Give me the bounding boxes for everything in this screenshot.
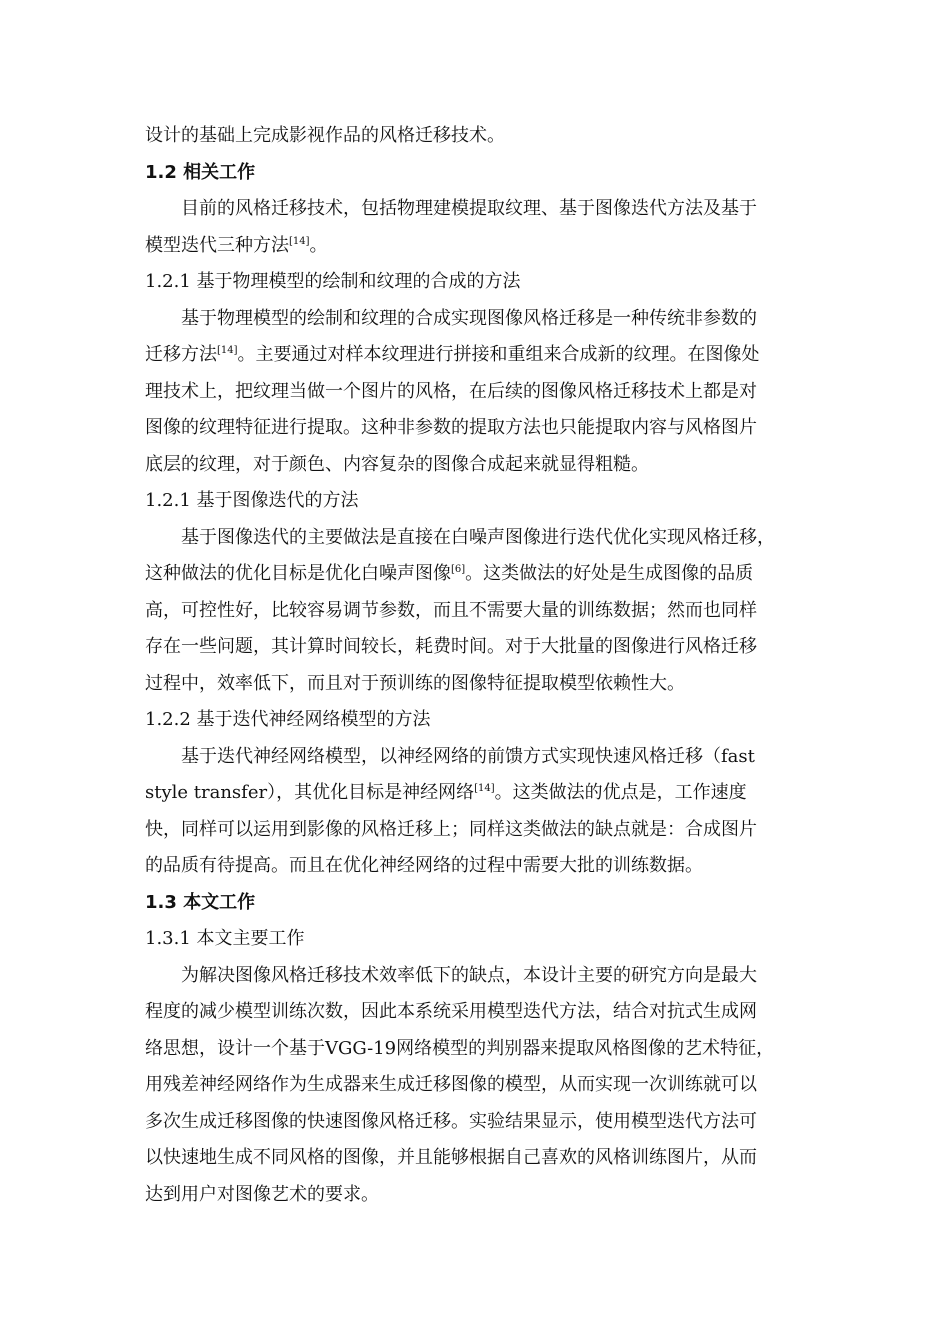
- paragraph-line: 设计的基础上完成影视作品的风格迁移技术。: [145, 125, 505, 146]
- paragraph-line: 图像的纹理特征进行提取。这种非参数的提取方法也只能提取内容与风格图片: [145, 417, 757, 438]
- paragraph-line: 基于物理模型的绘制和纹理的合成实现图像风格迁移是一种传统非参数的: [181, 307, 757, 329]
- text-span: 迁移方法: [145, 344, 217, 365]
- subsection-heading-1-2-1-image-iteration: 1.2.1 基于图像迭代的方法: [145, 490, 359, 511]
- paragraph-line: 高，可控性好，比较容易调节参数，而且不需要大量的训练数据；然而也同样: [145, 599, 757, 621]
- paragraph-line: 基于迭代神经网络模型，以神经网络的前馈方式实现快速风格迁移（fast: [181, 745, 755, 767]
- text-span: 。: [309, 234, 328, 256]
- citation-ref: [14]: [474, 783, 495, 794]
- paragraph-line: 存在一些问题，其计算时间较长，耗费时间。对于大批量的图像进行风格迁移: [145, 636, 757, 657]
- paragraph-line: 多次生成迁移图像的快速图像风格迁移。实验结果显示，使用模型迭代方法可: [145, 1110, 757, 1132]
- paragraph-line: [145, 228, 805, 265]
- paragraph-main-work: [145, 958, 805, 1214]
- text-span: 。主要通过对样本纹理进行拼接和重组来合成新的纹理。在图像处: [237, 344, 760, 365]
- citation-ref: [14]: [217, 345, 238, 356]
- paragraph-line: 用残差神经网络作为生成器来生成迁移图像的模型，从而实现一次训练就可以: [145, 1074, 757, 1095]
- paragraph-line: 为解决图像风格迁移技术效率低下的缺点，本设计主要的研究方向是最大: [181, 964, 757, 986]
- paragraph-line: 过程中，效率低下，而且对于预训练的图像特征提取模型依赖性大。: [145, 672, 685, 694]
- paragraph-line: 基于图像迭代的主要做法是直接在白噪声图像进行迭代优化实现风格迁移，: [181, 526, 775, 548]
- citation-ref: [6]: [451, 564, 466, 575]
- paragraph-line: 的品质有待提高。而且在优化神经网络的过程中需要大批的训练数据。: [145, 855, 703, 876]
- paragraph-line: [145, 775, 805, 812]
- paragraph-line: 理技术上，把纹理当做一个图片的风格，在后续的图像风格迁移技术上都是对: [145, 380, 757, 402]
- paragraph-line: [145, 337, 805, 374]
- paragraph-related-work-intro: [145, 191, 805, 264]
- paragraph-image-iteration: [145, 520, 805, 703]
- paragraph-line: 快，同样可以运用到影像的风格迁移上；同样这类做法的缺点就是：合成图片: [145, 818, 757, 840]
- paragraph-physical-model: [145, 301, 805, 484]
- text-span: 模型迭代三种方法: [145, 234, 289, 256]
- text-span: 这种做法的优化目标是优化白噪声图像: [145, 563, 451, 584]
- paragraph-line: 络思想，设计一个基于VGG-19网络模型的判别器来提取风格图像的艺术特征，: [145, 1037, 775, 1059]
- paragraph-neural-network-model: [145, 739, 805, 885]
- text-span: 。这类做法的好处是生成图像的品质: [465, 563, 754, 584]
- subsection-heading-1-3-1: 1.3.1 本文主要工作: [145, 928, 305, 949]
- subsection-heading-1-2-1-physical: 1.2.1 基于物理模型的绘制和纹理的合成的方法: [145, 271, 521, 292]
- subsection-heading-1-2-2: 1.2.2 基于迭代神经网络模型的方法: [145, 709, 431, 730]
- paragraph-line: 程度的减少模型训练次数，因此本系统采用模型迭代方法，结合对抗式生成网: [145, 1001, 757, 1022]
- paragraph-line: 达到用户对图像艺术的要求。: [145, 1183, 379, 1205]
- document-page: [145, 118, 805, 1213]
- section-heading-1-2: 1.2 相关工作: [145, 161, 256, 183]
- paragraph-line: [145, 556, 805, 593]
- paragraph-line: 底层的纹理，对于颜色、内容复杂的图像合成起来就显得粗糙。: [145, 453, 649, 475]
- section-heading-1-3: 1.3 本文工作: [145, 891, 256, 913]
- paragraph-line: 以快速地生成不同风格的图像，并且能够根据自己喜欢的风格训练图片，从而: [145, 1147, 757, 1168]
- paragraph-line: 目前的风格迁移技术，包括物理建模提取纹理、基于图像迭代方法及基于: [181, 198, 757, 219]
- text-span: 。这类做法的优点是，工作速度: [494, 782, 747, 803]
- citation-ref: [14]: [289, 235, 310, 247]
- text-span: style transfer），其优化目标是神经网络: [145, 782, 475, 803]
